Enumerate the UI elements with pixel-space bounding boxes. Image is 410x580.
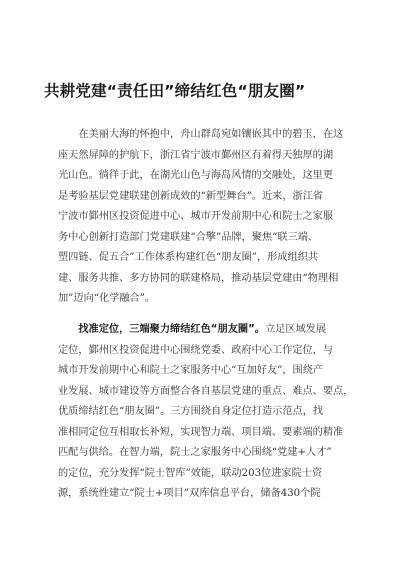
paragraph-line: 优质缔结红色“朋友圈”。三方围绕自身定位打造示范点，找 bbox=[58, 406, 324, 417]
paragraph-line: 定位，鄞州区投资促进中心围绕党委、政府中心工作定位，与 bbox=[58, 344, 334, 356]
paragraph-2 bbox=[58, 320, 388, 505]
lead-indent bbox=[58, 324, 78, 335]
paragraph-lead-line bbox=[58, 320, 388, 341]
paragraph-line: 的定位，充分发挥“院士智库”效能，联动203位进家院士资 bbox=[58, 467, 323, 479]
paragraph-line: 光山色。徜徉于此，在湖光山色与海岛风情的交融处，这里更 bbox=[58, 170, 334, 181]
paragraph-line: 业发展、城市建设等方面整合各自基层党建的重点、难点、要点， bbox=[58, 385, 354, 397]
document-title: 共耕党建“责任田”缔结红色“朋友圈” bbox=[44, 82, 306, 100]
paragraph-line: 宁波市鄞州区投资促进中心、城市开发前期中心和院士之家服 bbox=[58, 211, 334, 222]
paragraph-1 bbox=[58, 125, 388, 310]
paragraph-line: 源，系统性建立“院士+项目”双库信息平台，储备430个院 bbox=[58, 488, 321, 499]
lead-rest: 立足区域发展 bbox=[264, 324, 327, 335]
section-heading: 找准定位，三端聚力缔结红色“朋友圈”。 bbox=[78, 324, 265, 335]
paragraph-line: 加”迈向“化学融合”。 bbox=[58, 293, 156, 304]
paragraph-line: 是考验基层党建联建创新成效的“新型舞台”。近来，浙江省 bbox=[58, 190, 324, 202]
paragraph-line: 座天然屏障的护航下，浙江省宁波市鄞州区有着得天独厚的湖 bbox=[58, 149, 334, 161]
paragraph-line: 建、服务共推、多方协同的联建格局，推动基层党建由“物理相 bbox=[58, 272, 339, 284]
paragraph-line: 匹配与供给。在智力端，院士之家服务中心围绕“党建+人才” bbox=[58, 447, 332, 458]
paragraph-line: 准相同定位互相取长补短，实现智力端、项目端、要素端的精准 bbox=[58, 426, 344, 438]
paragraph-line: 在美丽大海的怀抱中，舟山群岛宛如镶嵌其中的碧玉，在这 bbox=[58, 129, 344, 140]
paragraph-line: 塑四链、促五合”工作体系构建红色“朋友圈”，形成组织共 bbox=[58, 252, 319, 263]
paragraph-line: 务中心创新打造部门党建联建“合擎”品牌，聚焦“联三端、 bbox=[58, 231, 319, 243]
paragraph-line: 城市开发前期中心和院士之家服务中心“互加好友”，围绕产 bbox=[58, 365, 324, 376]
